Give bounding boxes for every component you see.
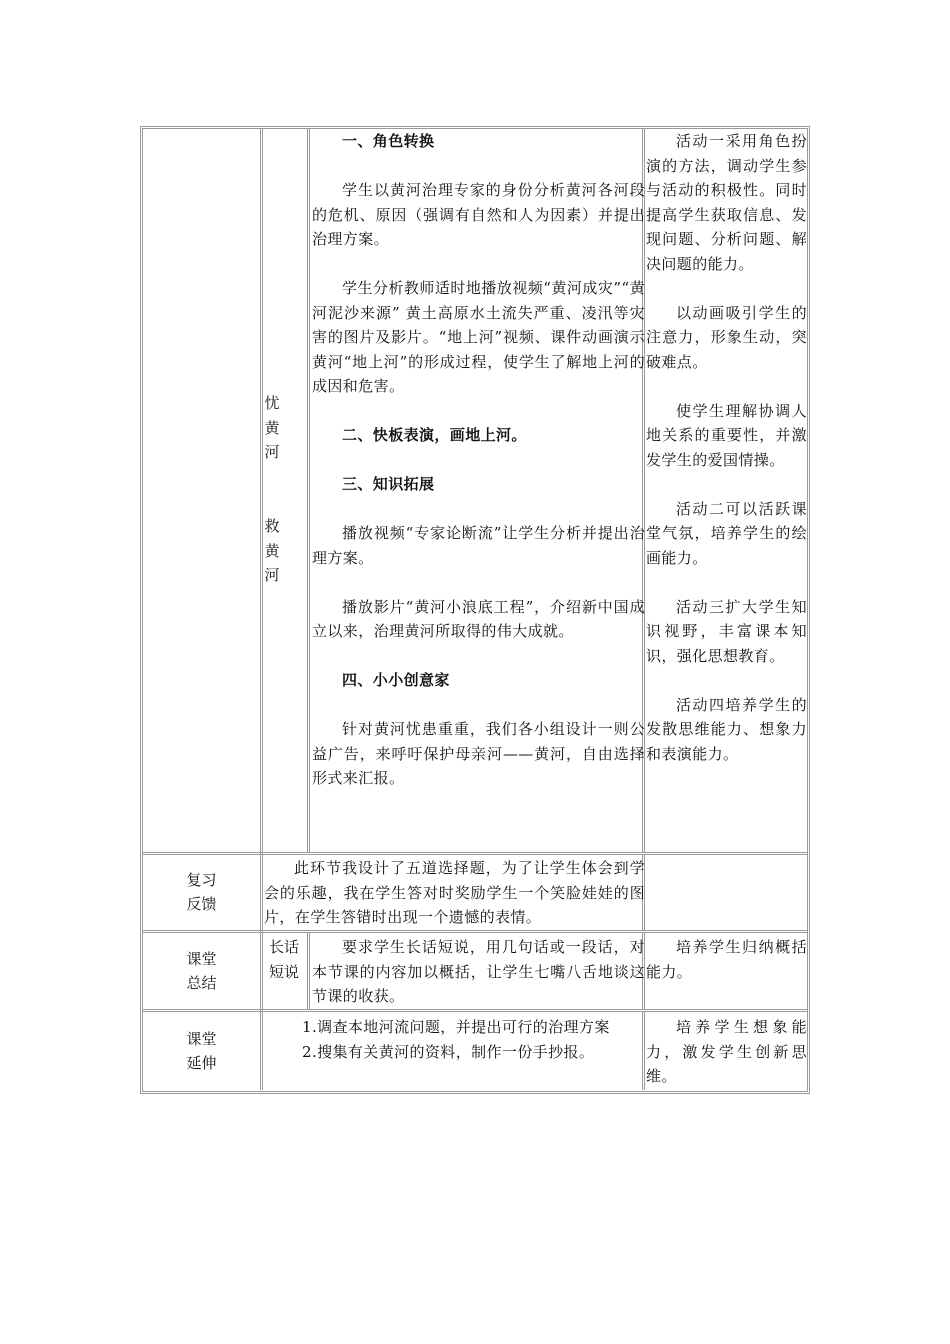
review-text bbox=[264, 856, 645, 930]
col-divider bbox=[307, 128, 310, 852]
summary-text bbox=[312, 935, 645, 1009]
label-extension bbox=[145, 1027, 258, 1075]
design-notes bbox=[646, 129, 807, 766]
heading-knowledge-extension: 三、知识拓展 bbox=[342, 475, 435, 493]
col-divider bbox=[307, 932, 310, 1009]
paragraph-expert-video: 播放视频“专家论断流”让学生分析并提出治理方案。 bbox=[312, 524, 645, 567]
row-divider bbox=[142, 1009, 808, 1012]
note-activity-four: 活动四培养学生的发散思维能力、想象力和表演能力。 bbox=[646, 695, 807, 763]
note-activity-two: 活动二可以活跃课堂气氛，培养学生的绘画能力。 bbox=[646, 499, 807, 567]
note-activity-three: 活动三扩大学生知识视野，丰富课本知识，强化思想教育。 bbox=[646, 597, 807, 665]
summary-note-paragraph: 培养学生归纳概括能力。 bbox=[646, 938, 807, 981]
note-patriotism: 使学生理解协调人地关系的重要性，并激发学生的爱国情操。 bbox=[646, 401, 807, 469]
section-label-save: 救黄河 bbox=[264, 517, 280, 584]
paragraph-role-play: 学生以黄河治理专家的身份分析黄河各河段的危机、原因（强调有自然和人为因素）并提出治理方案。 bbox=[312, 181, 645, 248]
paragraph-xiaolangdi: 播放影片“黄河小浪底工程”，介绍新中国成立以来，治理黄河所取得的伟大成就。 bbox=[312, 597, 645, 640]
sub-label-brief bbox=[262, 935, 306, 984]
list-item: 2.搜集有关黄河的资料，制作一份手抄报。 bbox=[302, 1042, 595, 1061]
review-paragraph: 此环节我设计了五道选择题，为了让学生体会到学会的乐趣，我在学生答对时奖励学生一个笑脸娃娃的图片，在学生答错时出现一个遗憾的表情。 bbox=[264, 859, 645, 926]
label-review-line1: 复习 bbox=[186, 871, 217, 889]
heading-creative: 四、小小创意家 bbox=[342, 671, 450, 689]
extension-list bbox=[302, 1015, 642, 1064]
label-review bbox=[145, 868, 258, 916]
paragraph-video-analysis: 学生分析教师适时地播放视频“黄河成灾”“黄河泥沙来源” 黄土高原水土流失严重、凌汛等灾害的图片及影片。“地上河”视频、课件动画演示黄河“地上河”的形成过程，使学生了解地上河的成因和危害。 bbox=[312, 279, 645, 395]
extension-note-paragraph: 培养学生想象能力，激发学生创新思维。 bbox=[646, 1018, 807, 1085]
row-divider bbox=[142, 930, 808, 933]
heading-clapper-show: 二、快板表演，画地上河。 bbox=[342, 426, 527, 444]
sub-label-brief-line2: 短说 bbox=[268, 962, 299, 981]
note-animation: 以动画吸引学生的注意力，形象生动，突破难点。 bbox=[646, 303, 807, 371]
heading-role-play: 一、角色转换 bbox=[342, 132, 435, 150]
row-divider bbox=[142, 852, 808, 855]
note-activity-one: 活动一采用角色扮演的方法，调动学生参与活动的积极性。同时提高学生获取信息、发现问题、分析问题、解决问题的能力。 bbox=[646, 132, 807, 273]
label-extension-line1: 课堂 bbox=[186, 1030, 217, 1048]
label-extension-line2: 延伸 bbox=[186, 1054, 217, 1072]
paragraph-public-ad: 针对黄河忧患重重，我们各小组设计一则公益广告，来呼吁保护母亲河——黄河，自由选择形式来汇报。 bbox=[312, 720, 645, 787]
col-divider bbox=[642, 1011, 645, 1090]
summary-paragraph: 要求学生长话短说，用几句话或一段话，对本节课的内容加以概括，让学生七嘴八舌地谈这节课的收获。 bbox=[312, 938, 645, 1005]
list-item: 1.调查本地河流问题，并提出可行的治理方案 bbox=[302, 1018, 610, 1036]
section-label-worry: 忧黄河 bbox=[264, 394, 280, 461]
sub-label-brief-line1: 长话 bbox=[268, 938, 299, 956]
label-summary bbox=[145, 947, 258, 995]
extension-note bbox=[646, 1015, 807, 1089]
label-summary-line2: 总结 bbox=[186, 974, 217, 992]
activity-content bbox=[312, 129, 645, 791]
label-review-line2: 反馈 bbox=[186, 895, 217, 913]
label-summary-line1: 课堂 bbox=[186, 950, 217, 968]
summary-note bbox=[646, 935, 807, 984]
